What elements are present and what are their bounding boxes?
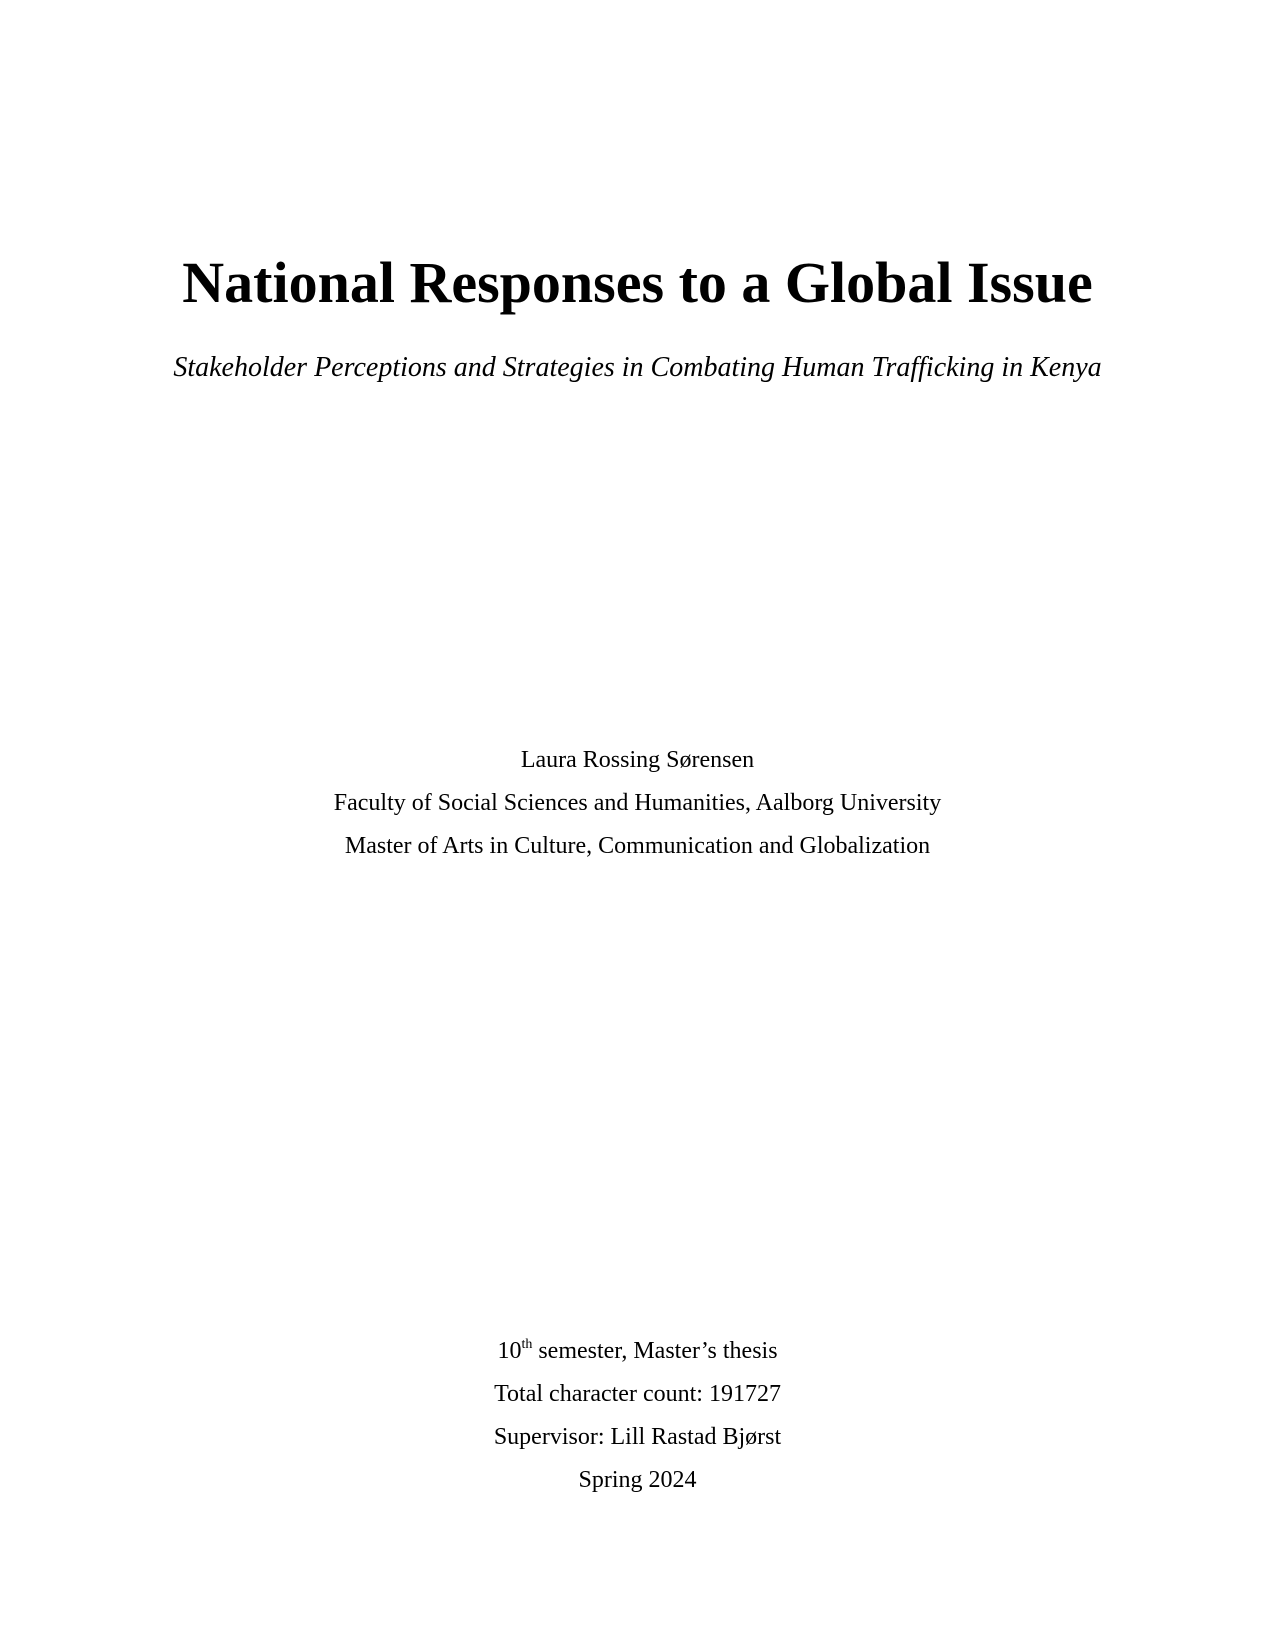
thesis-meta-block <box>0 1330 1275 1502</box>
supervisor-line: Supervisor: Lill Rastad Bjørst <box>493 1424 782 1450</box>
semester-text: semester, Master’s thesis <box>532 1338 778 1364</box>
faculty-line: Faculty of Social Sciences and Humanities, Aalborg University <box>333 790 942 816</box>
semester-number: 10 <box>497 1338 522 1364</box>
term-line: Spring 2024 <box>578 1467 697 1493</box>
document-title: National Responses to a Global Issue <box>182 250 1093 315</box>
document-subtitle: Stakeholder Perceptions and Strategies in Combating Human Trafficking in Kenya <box>173 352 1102 383</box>
semester-suffix: th <box>521 1337 533 1352</box>
semester-line <box>0 1330 1275 1373</box>
character-count-line: Total character count: 191727 <box>494 1381 781 1407</box>
author-block <box>0 739 1275 868</box>
author-name: Laura Rossing Sørensen <box>520 747 755 773</box>
programme-line: Master of Arts in Culture, Communication and Globalization <box>344 833 931 859</box>
